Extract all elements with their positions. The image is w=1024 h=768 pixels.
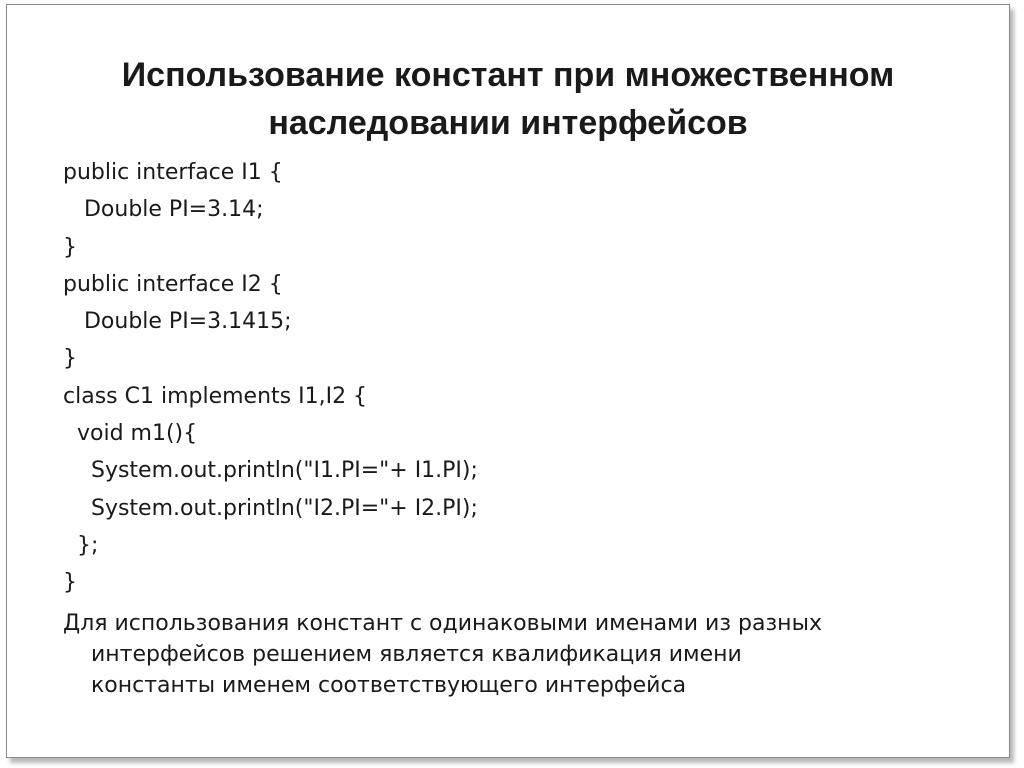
code-line: System.out.println("I1.PI="+ I1.PI);	[63, 458, 478, 484]
code-line: class C1 implements I1,I2 {	[63, 383, 368, 409]
code-line: public interface I2 {	[63, 271, 283, 297]
code-line: }	[63, 570, 77, 596]
code-line: System.out.println("I2.PI="+ I2.PI);	[63, 495, 478, 521]
code-line: };	[63, 532, 99, 558]
note-line: константы именем соответствующего интерфейса	[63, 673, 687, 698]
note-line: Для использования констант с одинаковыми именами из разных	[63, 611, 822, 636]
code-line: }	[63, 346, 77, 372]
code-line: void m1(){	[63, 421, 198, 447]
slide-title	[7, 51, 1009, 147]
code-line: }	[63, 234, 77, 260]
code-line: public interface I1 {	[63, 160, 283, 185]
title-line: наследовании интерфейсов	[268, 104, 748, 142]
slide	[6, 4, 1010, 758]
note-line: интерфейсов решением является квалификация имени	[63, 642, 742, 667]
code-line: Double PI=3.14;	[63, 197, 264, 223]
explanation-note	[63, 608, 963, 701]
title-line: Использование констант при множественном	[121, 56, 895, 94]
code-listing	[63, 154, 478, 602]
code-line: Double PI=3.1415;	[63, 309, 292, 335]
